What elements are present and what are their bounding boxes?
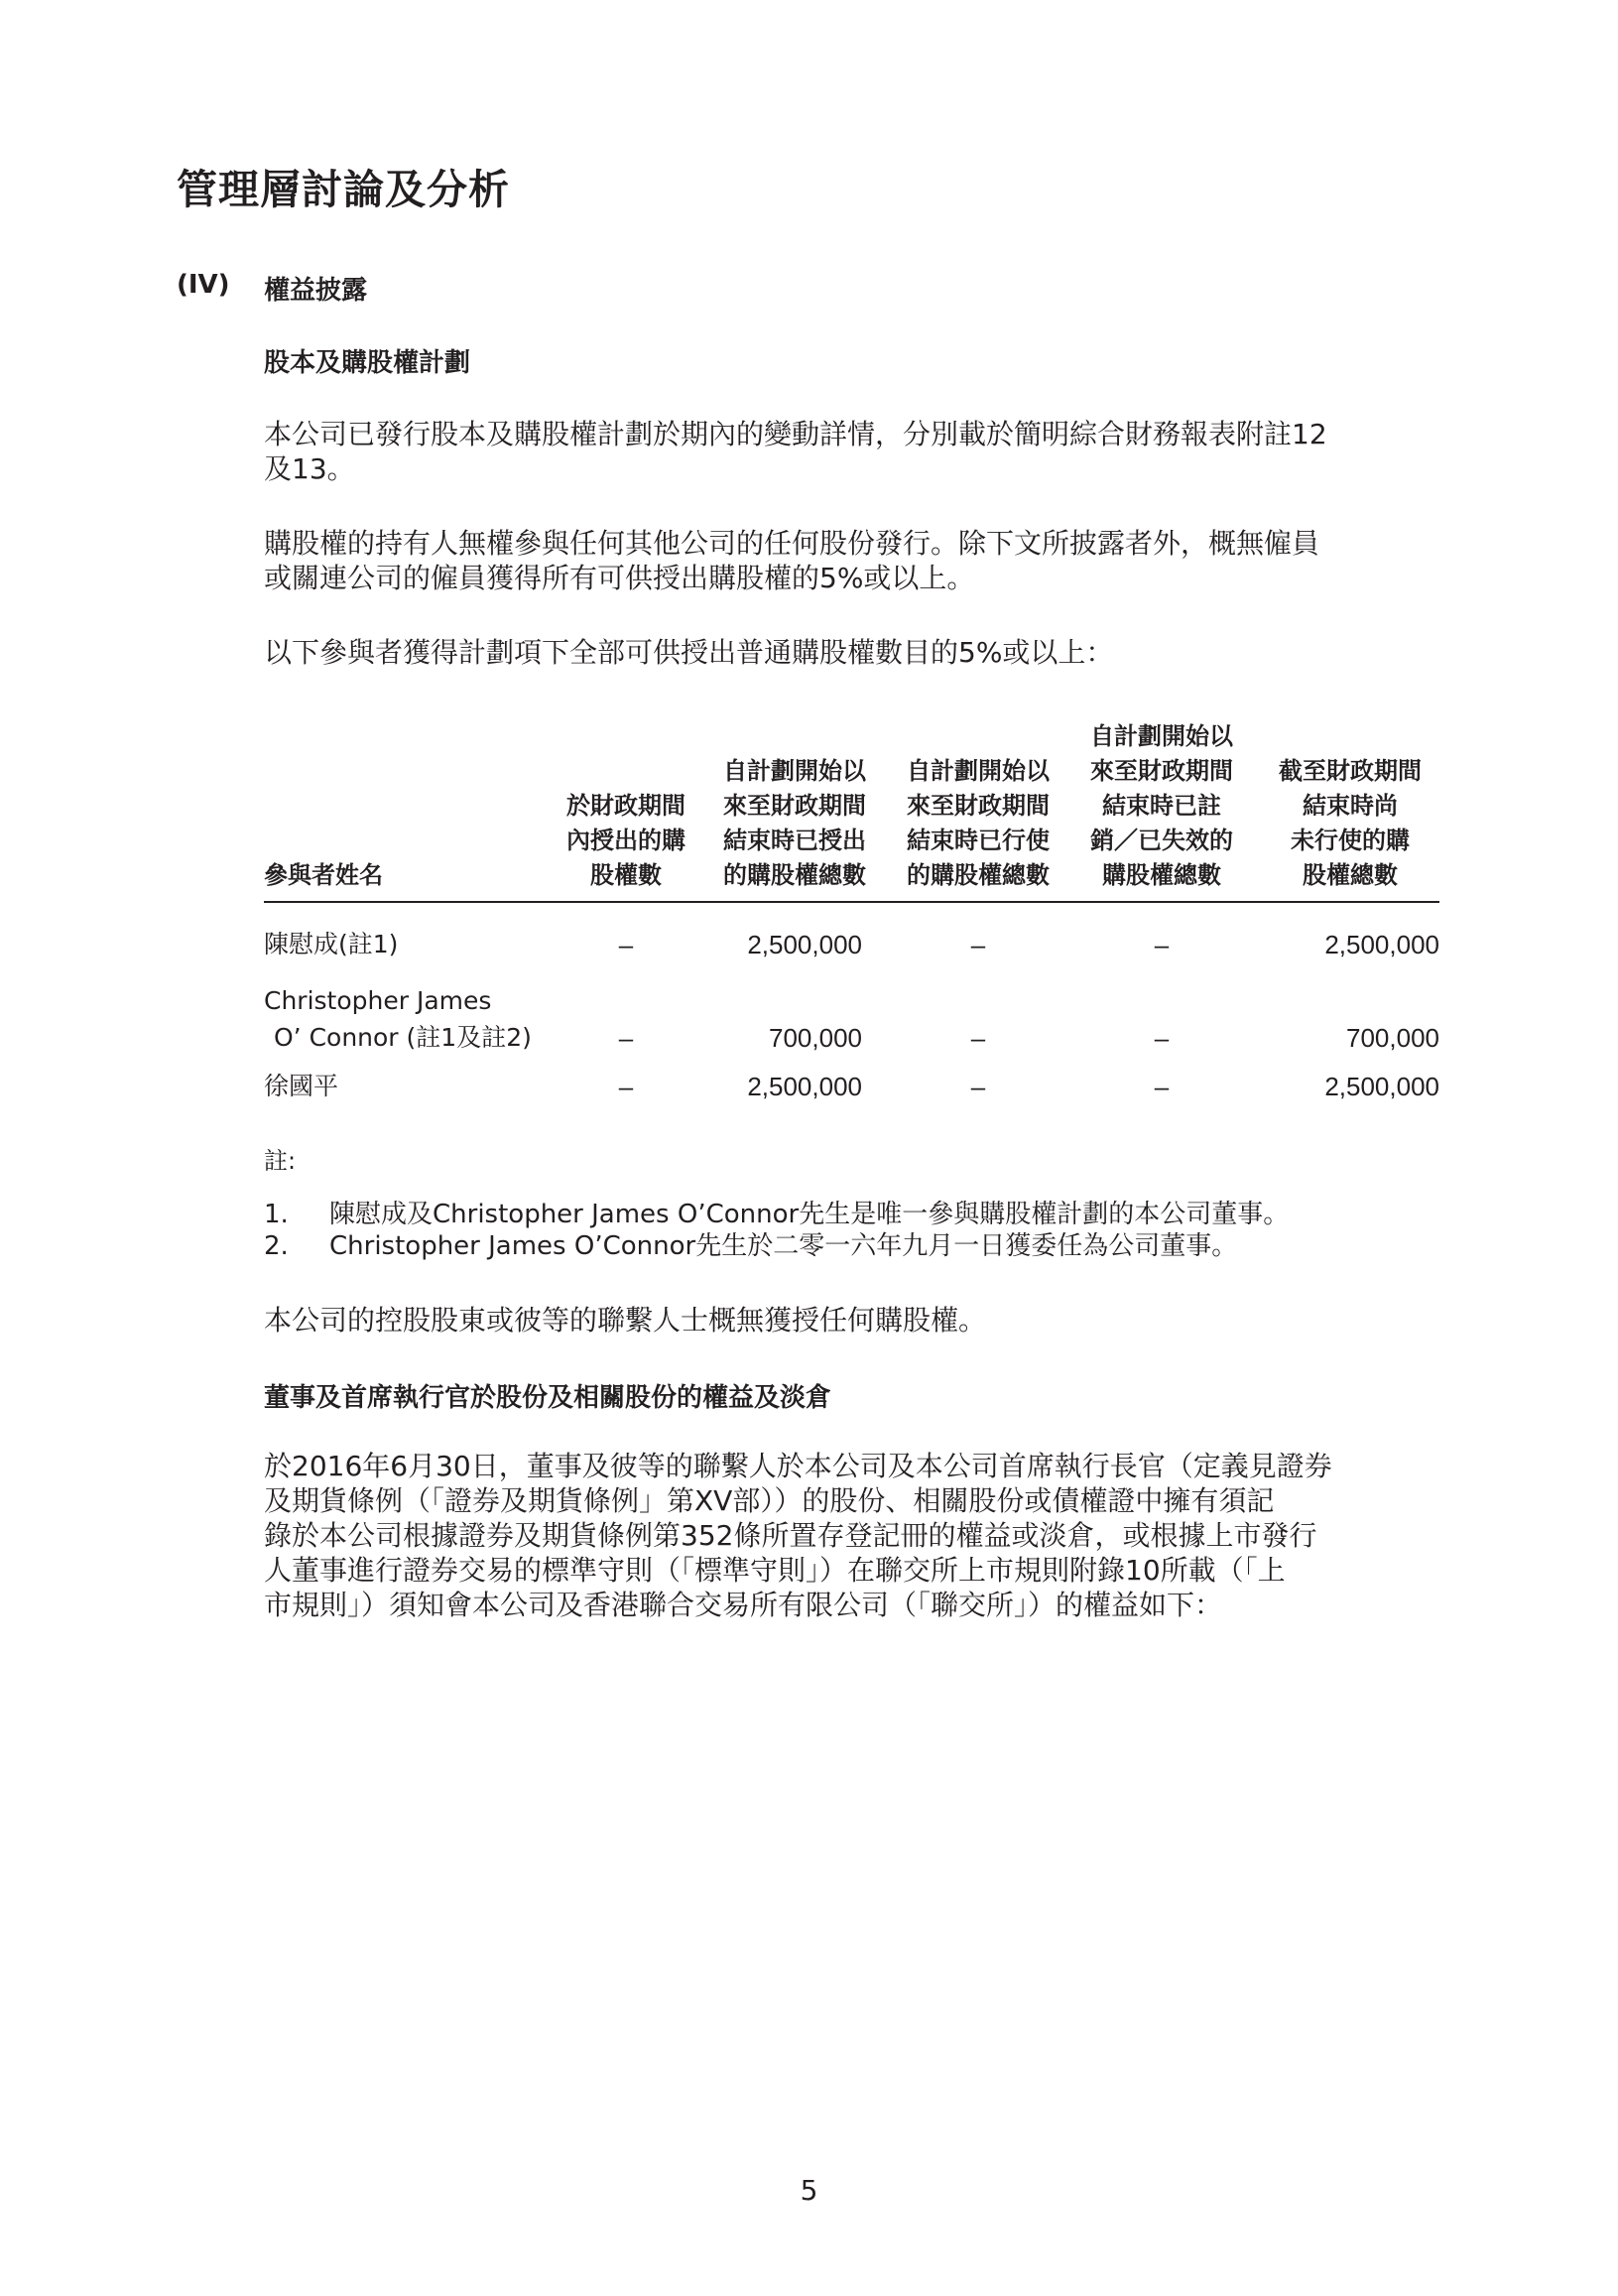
participant-name: 陳慰成(註1) — [264, 930, 399, 958]
controlling-shareholder-paragraph: 本公司的控股股東或彼等的聯繫人士概無獲授任何購股權。 — [264, 1304, 987, 1337]
share-scheme-paragraph-3: 以下參與者獲得計劃項下全部可供授出普通購股權數目的5%或以上： — [264, 636, 1114, 669]
granted-value: – — [618, 930, 634, 959]
paragraph-line: 市規則」）須知會本公司及香港聯合交易所有限公司（「聯交所」）的權益如下： — [264, 1589, 1223, 1621]
total-granted-value: 2,500,000 — [747, 930, 862, 959]
paragraph-line: 於2016年6月30日，董事及彼等的聯繫人於本公司及本公司首席執行長官（定義見證券 — [264, 1450, 1332, 1482]
table-row — [264, 926, 1439, 965]
section-number: (IV) — [177, 270, 230, 300]
total-exercised-value: – — [970, 1023, 986, 1053]
granted-value: – — [618, 1023, 634, 1053]
total-granted-value: 700,000 — [769, 1023, 862, 1053]
outstanding-value: 2,500,000 — [1324, 1072, 1439, 1101]
paragraph-line: 及期貨條例（「證券及期貨條例」第XV部））的股份、相關股份或債權證中擁有須記 — [264, 1484, 1275, 1517]
header-granted-in-period: 於財政期間 內授出的購 股權數 — [566, 792, 685, 889]
paragraph-line: 及13。 — [264, 452, 355, 485]
share-scheme-paragraph-1 — [264, 417, 1439, 486]
share-scheme-heading: 股本及購股權計劃 — [264, 348, 471, 378]
page-title: 管理層討論及分析 — [177, 166, 510, 213]
table-row — [264, 982, 1439, 1057]
page-number: 5 — [800, 2174, 818, 2207]
notes-label: 註: — [264, 1147, 297, 1175]
total-cancelled-value: – — [1154, 930, 1170, 959]
total-cancelled-value: – — [1154, 1072, 1170, 1101]
directors-interests-heading: 董事及首席執行官於股份及相關股份的權益及淡倉 — [264, 1383, 832, 1413]
note-text: Christopher James O’Connor先生於二零一六年九月一日獲委任為公司董事。 — [329, 1231, 1238, 1261]
header-participant-name: 參與者姓名 — [264, 861, 383, 889]
note-item — [264, 1199, 1289, 1230]
section-title: 權益披露 — [264, 276, 368, 306]
note-text: 陳慰成及Christopher James O’Connor先生是唯一參與購股權計劃的本公司董事。 — [329, 1200, 1290, 1229]
note-number: 1. — [264, 1200, 289, 1229]
granted-value: – — [618, 1072, 634, 1101]
note-item — [264, 1230, 1237, 1262]
header-total-granted: 自計劃開始以 來至財政期間 結束時已授出 的購股權總數 — [723, 757, 866, 889]
outstanding-value: 2,500,000 — [1324, 930, 1439, 959]
total-exercised-value: – — [970, 930, 986, 959]
total-granted-value: 2,500,000 — [747, 1072, 862, 1101]
outstanding-value: 700,000 — [1346, 1023, 1439, 1053]
total-cancelled-value: – — [1154, 1023, 1170, 1053]
paragraph-line: 購股權的持有人無權參與任何其他公司的任何股份發行。除下文所披露者外，概無僱員 — [264, 527, 1320, 560]
table-row — [264, 1068, 1439, 1107]
share-option-table — [264, 714, 1439, 1101]
directors-interests-paragraph — [264, 1449, 1439, 1622]
paragraph-line: 錄於本公司根據證券及期貨條例第352條所置存登記冊的權益或淡倉，或根據上市發行 — [264, 1519, 1317, 1552]
total-exercised-value: – — [970, 1072, 986, 1101]
header-total-cancelled: 自計劃開始以 來至財政期間 結束時已註 銷／已失效的 購股權總數 — [1090, 722, 1233, 889]
table-header — [264, 714, 1439, 903]
participant-name-continued: O’ Connor (註1及註2) — [274, 1023, 532, 1052]
participant-name: Christopher James — [264, 986, 492, 1015]
note-number: 2. — [264, 1231, 289, 1261]
paragraph-line: 人董事進行證券交易的標準守則（「標準守則」）在聯交所上市規則附錄10所載（「上 — [264, 1554, 1286, 1587]
header-total-exercised: 自計劃開始以 來至財政期間 結束時已行使 的購股權總數 — [907, 757, 1050, 889]
share-scheme-paragraph-2 — [264, 526, 1439, 595]
participant-name: 徐國平 — [264, 1072, 339, 1100]
header-outstanding: 截至財政期間 結束時尚 未行使的購 股權總數 — [1279, 757, 1422, 889]
paragraph-line: 或關連公司的僱員獲得所有可供授出購股權的5%或以上。 — [264, 562, 975, 594]
paragraph-line: 本公司已發行股本及購股權計劃於期內的變動詳情，分別載於簡明綜合財務報表附註12 — [264, 418, 1327, 450]
